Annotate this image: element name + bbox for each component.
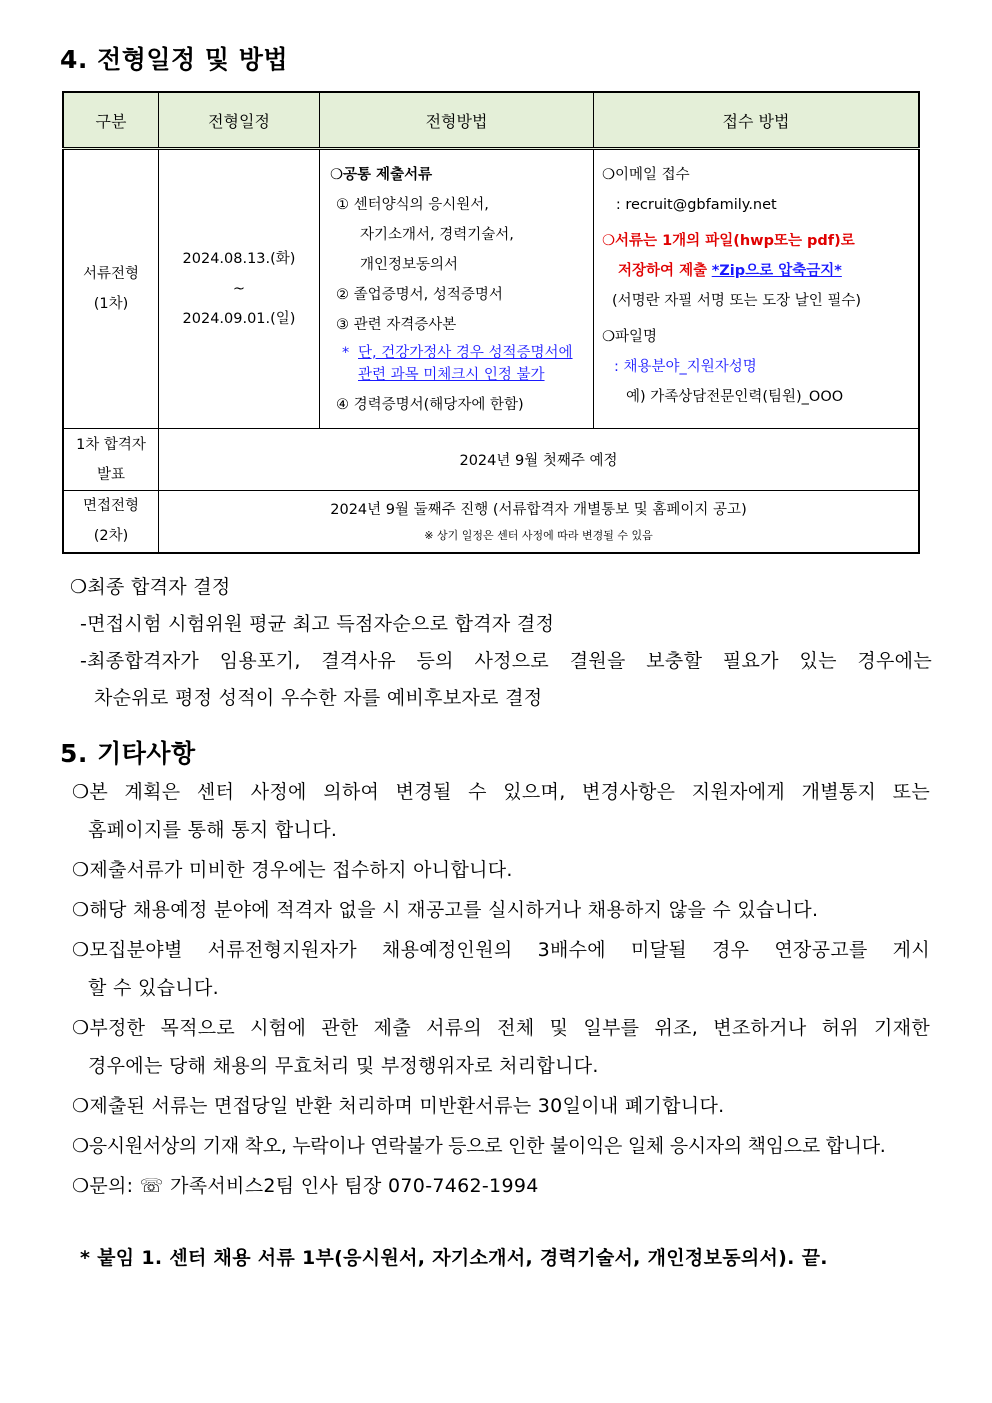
- method-title: ❍공통 제출서류: [330, 167, 433, 183]
- contact-item: ❍문의: ☏ 가족서비스2팀 인사 팀장 070-7462-1994: [72, 1175, 539, 1197]
- header-category: 구분: [63, 92, 159, 149]
- table-row-first-announcement: [63, 429, 919, 491]
- schedule-table: [62, 91, 920, 554]
- row3-note: ※ 상기 일정은 센터 사정에 따라 변경될 수 있음: [424, 529, 653, 543]
- method-item: ④ 경력증명서(해당자에 한함): [336, 397, 524, 413]
- list-item: ❍본 계획은 센터 사정에 의하여 변경될 수 있으며, 변경사항은 지원자에게 개별통지 또는: [72, 781, 930, 803]
- receipt-file-rule-2: 저장하여 제출 *Zip으로 압축금지*: [618, 263, 842, 279]
- receipt-file-rule: ❍서류는 1개의 파일(hwp또는 pdf)로: [602, 233, 855, 249]
- table-row-document-screening: [63, 149, 919, 429]
- list-item: ❍모집분야별 서류전형지원자가 채용예정인원의 3배수에 미달될 경우 연장공고를 게시: [72, 939, 930, 961]
- list-item: 경우에는 당해 채용의 무효처리 및 부정행위자로 처리합니다.: [88, 1055, 599, 1077]
- final-title: ❍최종 합격자 결정: [70, 576, 231, 598]
- header-schedule: 전형일정: [159, 92, 320, 149]
- method-item: ③ 관련 자격증사본: [336, 317, 457, 333]
- receipt-filename-example: 예) 가족상담전문인력(팀원)_OOO: [626, 389, 844, 405]
- method-item: 자기소개서, 경력기술서,: [360, 227, 514, 243]
- receipt-filename-rule: : 채용분야_지원자성명: [614, 359, 757, 375]
- final-line: -최종합격자가 임용포기, 결격사유 등의 사정으로 결원을 보충할 필요가 있는 경우에는: [80, 650, 932, 672]
- row2-content: 2024년 9월 첫째주 예정: [159, 429, 920, 491]
- receipt-email-title: ❍이메일 접수: [602, 167, 690, 183]
- receipt-sign: (서명란 자필 서명 또는 도장 날인 필수): [612, 293, 862, 309]
- list-item: ❍해당 채용예정 분야에 적격자 없을 시 재공고를 실시하거나 채용하지 않을 수 있습니다.: [72, 899, 819, 921]
- section5-list: [72, 774, 930, 1208]
- date-end: 2024.09.01.(일): [182, 311, 296, 327]
- list-item: ❍부정한 목적으로 시험에 관한 제출 서류의 전체 및 일부를 위조, 변조하거나 허위 기재한: [72, 1017, 930, 1039]
- receipt-filename-title: ❍파일명: [602, 329, 658, 345]
- table-row-interview: [63, 491, 919, 553]
- method-item: 개인정보동의서: [360, 257, 459, 273]
- method-note: * 단, 건강가정사 경우 성적증명서에 관련 과목 미체크시 인정 불가: [342, 345, 573, 383]
- header-receipt: 접수 방법: [594, 92, 920, 149]
- row2-label: 1차 합격자 발표: [63, 429, 159, 491]
- row1-method: [320, 149, 594, 429]
- date-start: 2024.08.13.(화): [182, 251, 296, 267]
- method-item: ② 졸업증명서, 성적증명서: [336, 287, 503, 303]
- date-separator: ~: [232, 281, 246, 297]
- list-item: ❍제출서류가 미비한 경우에는 접수하지 아니합니다.: [72, 859, 513, 881]
- final-line: -면접시험 시험위원 평균 최고 득점자순으로 합격자 결정: [80, 613, 555, 635]
- final-line: 차순위로 평정 성적이 우수한 자를 예비후보자로 결정: [94, 687, 543, 709]
- table-header-row: [63, 92, 919, 149]
- final-decision-block: [70, 569, 932, 717]
- section5-title: 5. 기타사항: [60, 739, 196, 768]
- receipt-email: : recruit@gbfamily.net: [602, 197, 777, 213]
- section4-title: 4. 전형일정 및 방법: [60, 45, 289, 74]
- list-item: ❍제출된 서류는 면접당일 반환 처리하며 미반환서류는 30일이내 폐기합니다.: [72, 1095, 725, 1117]
- list-item: 할 수 있습니다.: [88, 977, 219, 999]
- zip-warning: *Zip으로 압축금지*: [711, 263, 842, 279]
- list-item: 홈페이지를 통해 통지 합니다.: [88, 819, 338, 841]
- method-item: ① 센터양식의 응시원서,: [336, 197, 489, 213]
- row3-label: 면접전형 (2차): [63, 491, 159, 553]
- list-item: ❍응시원서상의 기재 착오, 누락이나 연락불가 등으로 인한 불이익은 일체 응시자의 책임으로 합니다.: [72, 1135, 886, 1157]
- row1-label: 서류전형 (1차): [63, 149, 159, 429]
- row3-content: 2024년 9월 둘째주 진행 (서류합격자 개별통보 및 홈페이지 공고) ※ 상기 일정은 센터 사정에 따라 변경될 수 있음: [159, 491, 920, 553]
- row1-receipt: [594, 149, 920, 429]
- attachment-note: * 붙임 1. 센터 채용 서류 1부(응시원서, 자기소개서, 경력기술서, 개인정보동의서). 끝.: [80, 1247, 828, 1269]
- row1-dates: [159, 149, 320, 429]
- header-method: 전형방법: [320, 92, 594, 149]
